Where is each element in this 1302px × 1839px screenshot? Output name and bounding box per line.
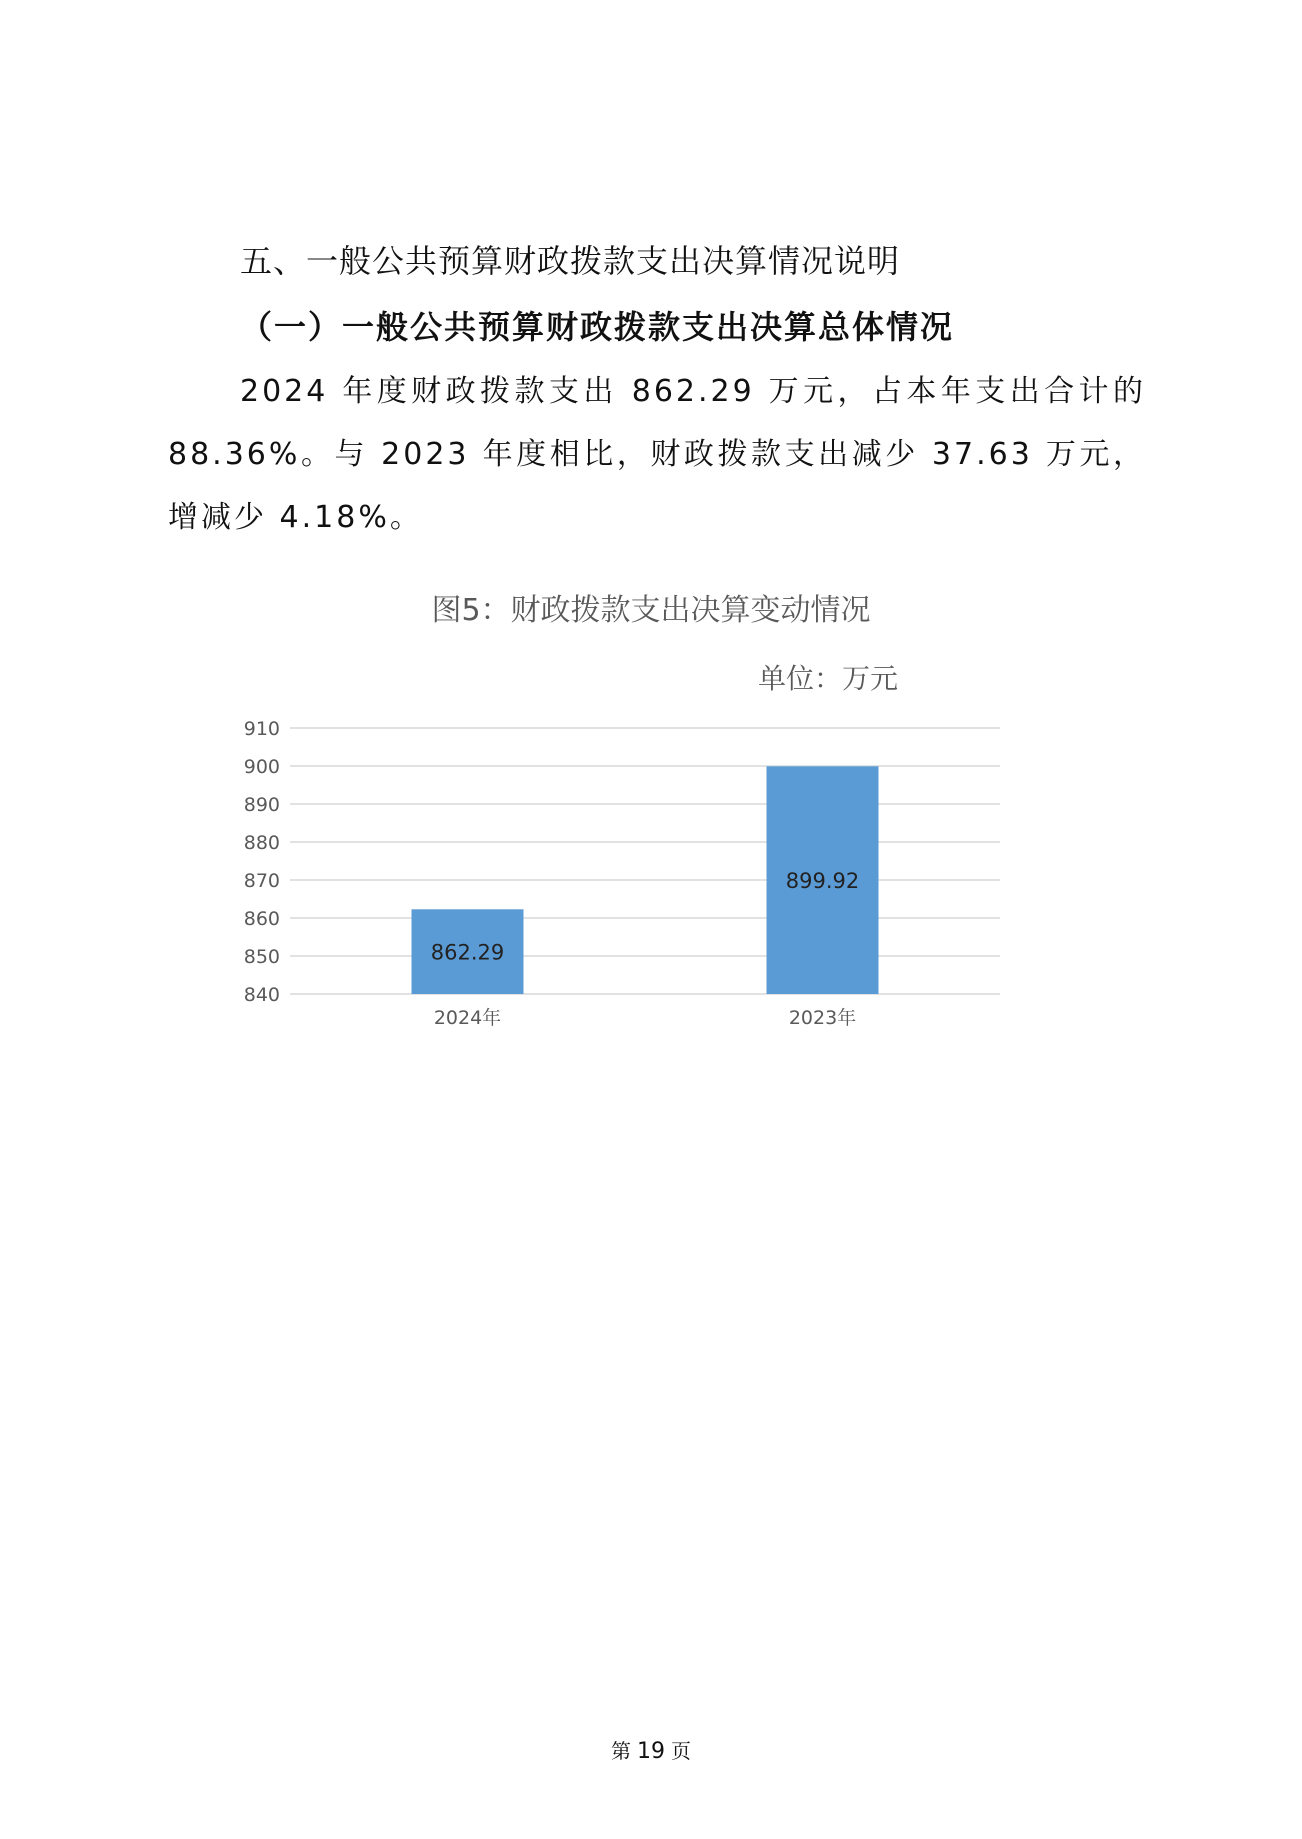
page-suffix: 页 (671, 1739, 691, 1763)
page-number: 19 (637, 1739, 665, 1764)
y-tick-label: 840 (243, 984, 280, 1006)
x-tick-label: 2024年 (433, 1007, 502, 1029)
y-tick-label: 890 (243, 794, 280, 816)
section-heading: 五、一般公共预算财政拨款支出决算情况说明 (240, 242, 901, 280)
chart-gridlines (290, 728, 1000, 994)
bar-value-label: 862.29 (430, 940, 505, 965)
page-prefix: 第 (611, 1739, 631, 1763)
body-paragraph: 2024 年度财政拨款支出 862.29 万元，占本年支出合计的 88.36%。与 2023 年度相比，财政拨款支出减少 37.63 万元，增减少 4.18%。 (168, 374, 1146, 535)
chart-title: 图5：财政拨款支出决算变动情况 (431, 593, 871, 628)
subsection-heading: （一）一般公共预算财政拨款支出决算总体情况 (240, 308, 955, 346)
y-tick-label: 900 (243, 756, 280, 778)
x-tick-label: 2023年 (788, 1007, 857, 1029)
bar-value-label: 899.92 (785, 869, 860, 894)
y-tick-label: 860 (243, 908, 280, 930)
y-tick-label: 910 (243, 718, 280, 740)
x-axis-ticks (434, 1007, 856, 1029)
y-tick-label: 880 (243, 832, 280, 854)
y-tick-label: 850 (243, 946, 280, 968)
bar-chart (230, 700, 1010, 1030)
chart-unit-label: 单位：万元 (758, 662, 899, 695)
y-tick-label: 870 (243, 870, 280, 892)
page-footer (0, 1735, 1302, 1764)
y-axis-ticks (244, 718, 280, 1006)
